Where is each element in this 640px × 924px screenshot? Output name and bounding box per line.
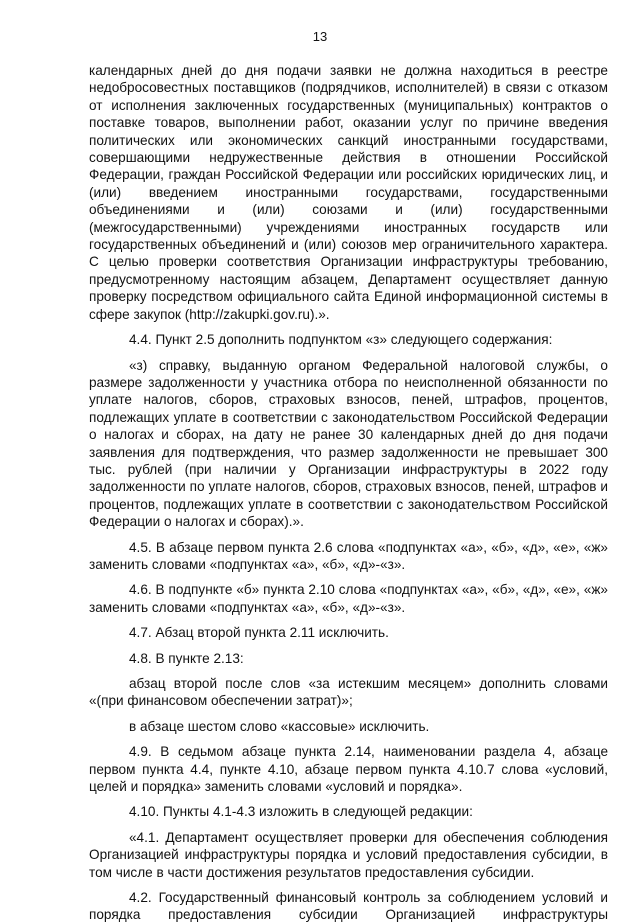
- paragraph-p-4-10: 4.10. Пункты 4.1-4.3 изложить в следующей редакции:: [129, 804, 473, 820]
- paragraph-p-4-4-z: «з) справку, выданную органом Федеральной налоговой службы, о размере задолженности у участника отбора по неисполненной обязанности по уплате налогов, сборов, страховых взносов, пеней, штрафов, процентов, подлежащих уплате в соответствии с законодательством Российской Федерации о налогах и сборах, на дату не ранее 30 календарных дней до дня подачи заявления для подтверждения, что размер задолженности не превышает 300 тыс. рублей (при наличии у Организации инфраструктуры в 2022 году задолженности по уплате налогов, сборов, страховых взносов, пеней, штрафов и процентов, подлежащих уплате в соответствии с законодательством Российской Федерации о налогах и сборах).».: [89, 357, 608, 530]
- paragraph-p-4-8-a: абзац второй после слов «за истекшим месяцем» дополнить словами «(при финансовом обеспечении затрат)»;: [89, 676, 608, 709]
- paragraph-p-4-8-b: в абзаце шестом слово «кассовые» исключить.: [129, 718, 430, 734]
- paragraph-p-continued: календарных дней до дня подачи заявки не должна находиться в реестре недобросовестных поставщиков (подрядчиков, исполнителей) в связи с отказом от исполнения заключенных государственных (муниципальных) контрактов о поставке товаров, выполнении работ, оказании услуг по причине введения политических или экономических санкций иностранными государствами, совершающими недружественные действия в отношении Российской Федерации, граждан Российской Федерации или российских юридических лиц, и (или) введением иностранными государствами, государственными объединениями и (или) союзами и (или) государственными (межгосударственными) учреждениями иностранных государств или государственных объединений и (или) союзов мер ограничительного характера. С целью проверки соответствия Организации инфраструктуры требованию, предусмотренному настоящим абзацем, Департамент осуществляет данную проверку посредством официального сайта Единой информационной системы в сфере закупок (http://zakupki.gov.ru).».: [89, 63, 608, 322]
- page-number: 13: [312, 29, 328, 44]
- paragraph-p-4-8: 4.8. В пункте 2.13:: [129, 650, 244, 666]
- paragraph-p-4-9: 4.9. В седьмом абзаце пункта 2.14, наименовании раздела 4, абзаце первом пункта 4.4, пункте 4.10, абзаце первом пункта 4.10.7 слова «условий, целей и порядка» заменить словами «условий и порядка».: [89, 744, 608, 795]
- paragraph-p-4-4: 4.4. Пункт 2.5 дополнить подпунктом «з» следующего содержания:: [129, 332, 553, 348]
- paragraph-p-4-6: 4.6. В подпункте «б» пункта 2.10 слова «подпунктах «а», «б», «д», «е», «ж» заменить словами «подпунктах «а», «б», «д»-«з».: [89, 582, 608, 615]
- paragraph-p-4-7: 4.7. Абзац второй пункта 2.11 исключить.: [129, 625, 389, 641]
- document-body: [89, 62, 608, 924]
- paragraph-p-4-2-new: 4.2. Государственный финансовый контроль за соблюдением условий и порядка предоставления субсидии Организацией инфраструктуры: [89, 890, 608, 923]
- paragraph-p-4-1-new: «4.1. Департамент осуществляет проверки для обеспечения соблюдения Организацией инфраструктуры порядка и условий предоставления субсидии, в том числе в части достижения результатов предоставления субсидии.: [89, 829, 608, 880]
- paragraph-p-4-5: 4.5. В абзаце первом пункта 2.6 слова «подпунктах «а», «б», «д», «е», «ж» заменить словами «подпунктах «а», «б», «д»-«з».: [89, 539, 608, 572]
